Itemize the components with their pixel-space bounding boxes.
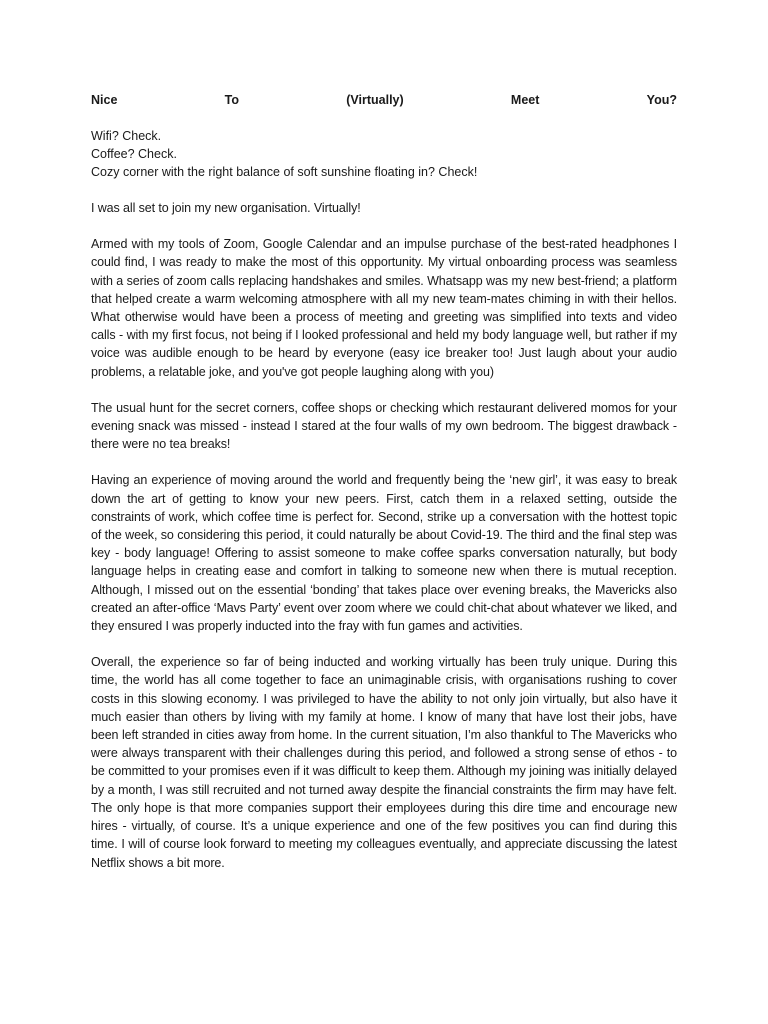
paragraph-missed: The usual hunt for the secret corners, coffee shops or checking which restaurant delivered momos for your evening snack was missed - instead I stared at the four walls of my own bedroom. The biggest drawback - there were no tea breaks!: [91, 400, 677, 452]
paragraph-new-peers: Having an experience of moving around the world and frequently being the ‘new girl’, it was easy to break down the art of getting to know your new peers. First, catch them in a relaxed setting, outside the constraints of work, which coffee time is perfect for. Second, strike up a conversation with the hottest topic of the week, so considering this period, it could naturally be about Covid-19. The third and the final step was key - body language! Offering to assist someone to make coffee sparks conversation naturally, but body language helps in creating ease and comfort in talking to someone new when there is mutual reception. Although, I missed out on the essential ‘bonding’ that takes place over evening breaks, the Mavericks also created an after-office ‘Mavs Party’ event over zoom where we could chit-chat about whatever we liked, and they ensured I was properly inducted into the fray with fun games and activities.: [91, 473, 677, 634]
title-word: You?: [646, 93, 677, 107]
title-word: Meet: [510, 93, 540, 107]
paragraph-overall: Overall, the experience so far of being inducted and working virtually has been truly unique. During this time, the world has all come together to face an unimaginable crisis, with organisations rushing to cover costs in this slowing economy. I was privileged to have the ability to not only join virtually, but also have it much easier than others by living with my family at home. I know of many that have lost their jobs, have been left stranded in cities away from home. In the current situation, I’m also thankful to The Mavericks who were always transparent with their challenges during this period, and followed a strong sense of ethos - to be committed to your promises even if it was difficult to keep them. Although my joining was initially delayed by a month, I was still recruited and not turned away despite the financial constraints the firm may have felt. The only hope is that more companies support their employees during this dire time and encourage new hires - virtually, of course. It’s a unique experience and one of the few positives you can find during this time. I will of course look forward to meeting my colleagues eventually, and appreciate discussing the latest Netflix shows a bit more.: [91, 655, 677, 870]
document-page: [91, 91, 677, 890]
paragraph-onboarding: Armed with my tools of Zoom, Google Calendar and an impulse purchase of the best-rated headphones I could find, I was ready to make the most of this opportunity. My virtual onboarding process was seamless with a series of zoom calls replacing handshakes and smiles. Whatsapp was my new best-friend; a platform that helped create a warm welcoming atmosphere with all my new team-mates chiming in with their hellos. What otherwise would have been a process of meeting and greeting was simplified into texts and video calls - with my first focus, not being if I looked professional and held my body language well, but rather if my voice was audible enough to be heard by everyone (easy ice breaker too! Just laugh about your audio problems, a relatable joke, and you've got people laughing along with you): [91, 237, 677, 379]
title-word: To: [224, 93, 239, 107]
checklist-line: Wifi? Check.: [91, 129, 162, 143]
title-word: Nice: [91, 93, 118, 107]
document-title: [91, 91, 677, 109]
title-word: (Virtually): [346, 93, 404, 107]
checklist-line: Cozy corner with the right balance of soft sunshine floating in? Check!: [91, 165, 478, 179]
checklist: [91, 127, 677, 181]
checklist-line: Coffee? Check.: [91, 147, 177, 161]
paragraph-intro: I was all set to join my new organisation. Virtually!: [91, 201, 361, 215]
